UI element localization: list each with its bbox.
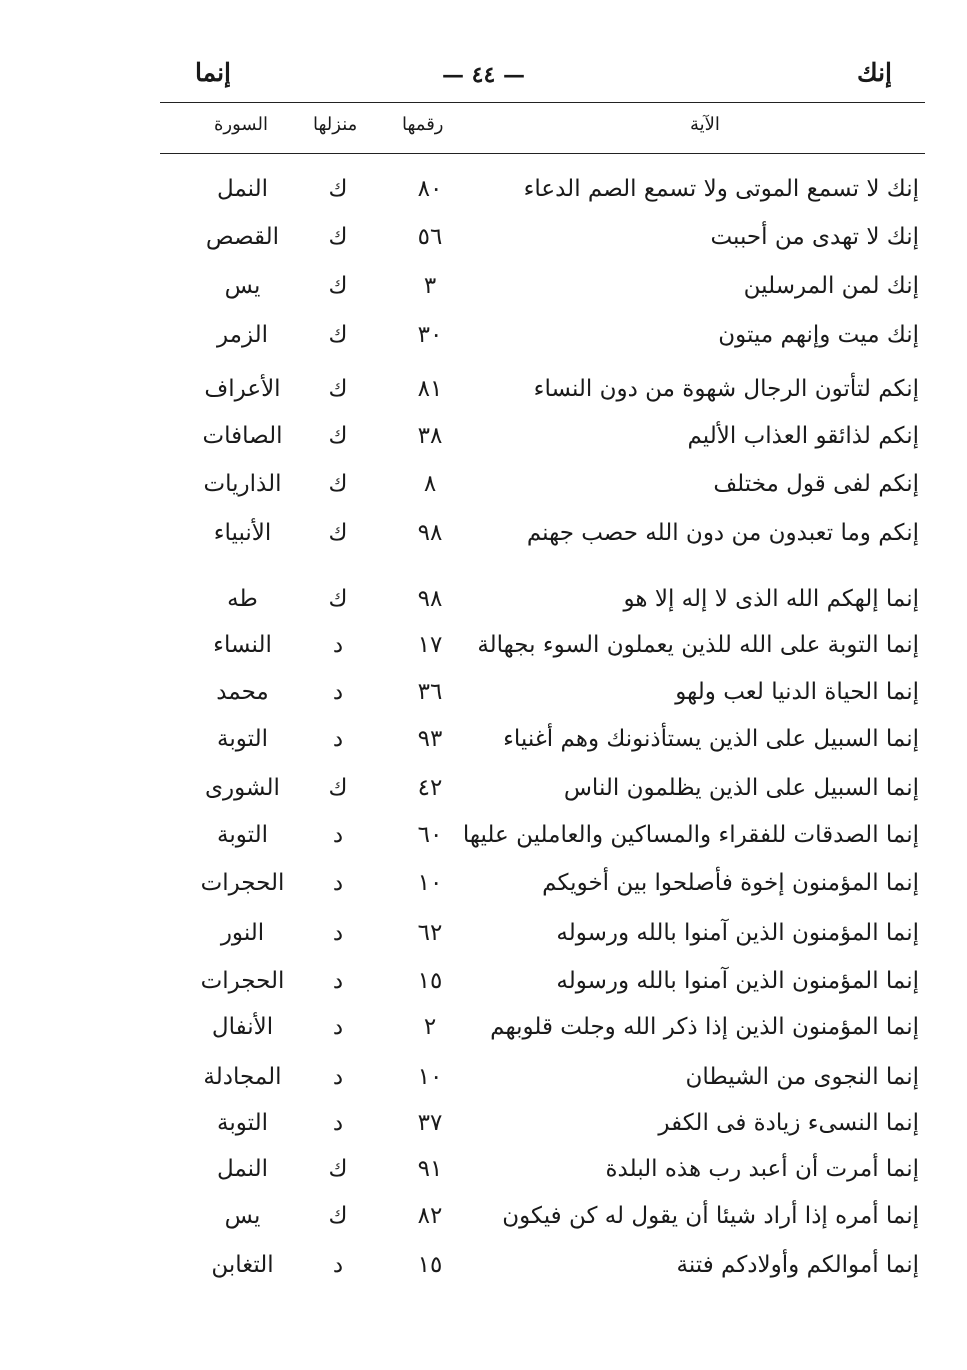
table-row <box>0 718 967 762</box>
revelation-place: د <box>332 822 344 848</box>
verse-number: ١٥ <box>417 968 443 994</box>
revelation-place: د <box>332 870 344 896</box>
table-row <box>0 216 967 260</box>
revelation-place: د <box>332 968 344 994</box>
revelation-place: ك <box>328 322 348 348</box>
revelation-place: ك <box>328 586 348 612</box>
revelation-place: ك <box>328 376 348 402</box>
surah-name: يس <box>224 1203 261 1229</box>
verse-number: ٤٢ <box>417 775 443 801</box>
verse-number: ٣ <box>423 273 437 299</box>
verse-number: ٨١ <box>417 376 443 402</box>
verse-text: إنما المؤمنون إخوة فأصلحوا بين أخويكم <box>542 870 919 896</box>
table-row <box>0 1244 967 1288</box>
verse-text: إنما أمرت أن أعبد رب هذه البلدة <box>605 1156 919 1182</box>
verse-number: ١٥ <box>417 1252 443 1278</box>
verse-number: ١٧ <box>417 632 443 658</box>
verse-text: إنما الحياة الدنيا لعب ولهو <box>675 679 919 705</box>
revelation-place: د <box>332 632 344 658</box>
table-row <box>0 960 967 1004</box>
surah-name: الحجرات <box>200 968 285 994</box>
surah-name: الأنفال <box>211 1014 274 1040</box>
verse-text: إنك ميت وإنهم ميتون <box>718 322 919 348</box>
verse-number: ٩٣ <box>417 726 443 752</box>
verse-number: ٩٨ <box>417 520 443 546</box>
table-row <box>0 463 967 507</box>
surah-name: القصص <box>205 224 280 250</box>
top-rule <box>160 102 925 103</box>
verse-number: ٣٧ <box>417 1110 443 1136</box>
table-row <box>0 415 967 459</box>
revelation-place: د <box>332 920 344 946</box>
surah-name: الشورى <box>205 775 280 801</box>
verse-text: إنما النجوى من الشيطان <box>685 1064 919 1090</box>
table-row <box>0 314 967 358</box>
surah-name: التوبة <box>217 822 268 848</box>
table-row <box>0 624 967 668</box>
surah-name: يس <box>224 273 261 299</box>
table-row <box>0 265 967 309</box>
table-row <box>0 512 967 556</box>
verse-text: إنما الصدقات للفقراء والمساكين والعاملين عليها <box>462 822 919 848</box>
surah-name: النمل <box>216 1156 269 1182</box>
verse-text: إنكم لذائقو العذاب الأليم <box>687 423 919 449</box>
table-row <box>0 1006 967 1050</box>
column-header-verse: الآية <box>690 114 720 135</box>
table-row <box>0 912 967 956</box>
surah-name: الصافات <box>202 423 283 449</box>
verse-number: ٦٠ <box>417 822 443 848</box>
table-row <box>0 1102 967 1146</box>
table-row <box>0 578 967 622</box>
revelation-place: د <box>332 1252 344 1278</box>
verse-number: ٩٨ <box>417 586 443 612</box>
verse-number: ٣٦ <box>417 679 443 705</box>
verse-text: إنما المؤمنون الذين إذا ذكر الله وجلت قلوبهم <box>490 1014 919 1040</box>
verse-text: إنما المؤمنون الذين آمنوا بالله ورسوله <box>556 968 919 994</box>
revelation-place: ك <box>328 423 348 449</box>
surah-name: الزمر <box>216 322 269 348</box>
table-row <box>0 1195 967 1239</box>
header-right-word: إنك <box>857 58 892 87</box>
revelation-place: ك <box>328 1156 348 1182</box>
header-rule <box>160 153 925 154</box>
verse-text: إنك لمن المرسلين <box>743 273 919 299</box>
verse-text: إنكم لفى قول مختلف <box>713 471 919 497</box>
surah-name: الذاريات <box>203 471 282 497</box>
header-left-word: إنما <box>195 58 231 87</box>
surah-name: التغابن <box>211 1252 274 1278</box>
verse-number: ٣٨ <box>417 423 443 449</box>
verse-text: إنما النسىء زيادة فى الكفر <box>658 1110 919 1136</box>
surah-name: الأنبياء <box>213 520 272 546</box>
verse-number: ٨٢ <box>417 1203 443 1229</box>
verse-text: إنما أموالكم وأولادكم فتنة <box>676 1252 919 1278</box>
verse-number: ٣٠ <box>417 322 443 348</box>
revelation-place: د <box>332 1014 344 1040</box>
column-header-surah: السورة <box>214 114 268 135</box>
verse-text: إنما أمره إذا أراد شيئا أن يقول له كن فيكون <box>502 1203 919 1229</box>
revelation-place: ك <box>328 176 348 202</box>
table-row <box>0 168 967 212</box>
verse-text: إنما السبيل على الذين يظلمون الناس <box>563 775 919 801</box>
revelation-place: ك <box>328 273 348 299</box>
revelation-place: ك <box>328 1203 348 1229</box>
table-row <box>0 1148 967 1192</box>
revelation-place: د <box>332 679 344 705</box>
table-row <box>0 1056 967 1100</box>
surah-name: الحجرات <box>200 870 285 896</box>
surah-name: التوبة <box>217 726 268 752</box>
verse-text: إنما التوبة على الله للذين يعملون السوء بجهالة <box>477 632 919 658</box>
revelation-place: ك <box>328 520 348 546</box>
surah-name: الأعراف <box>204 376 281 402</box>
page-number: — ٤٤ — <box>442 62 525 88</box>
surah-name: النور <box>220 920 265 946</box>
surah-name: طه <box>227 586 258 612</box>
column-header-place: منزلها <box>313 114 358 135</box>
verse-text: إنك لا تهدى من أحببت <box>710 224 919 250</box>
verse-text: إنما المؤمنون الذين آمنوا بالله ورسوله <box>556 920 919 946</box>
verse-text: إنما إلهكم الله الذى لا إله إلا هو <box>623 586 919 612</box>
surah-name: المجادلة <box>203 1064 282 1090</box>
column-header-number: رقمها <box>402 114 444 135</box>
surah-name: التوبة <box>217 1110 268 1136</box>
verse-text: إنك لا تسمع الموتى ولا تسمع الصم الدعاء <box>523 176 919 202</box>
revelation-place: ك <box>328 471 348 497</box>
verse-number: ٩١ <box>417 1156 443 1182</box>
table-row <box>0 862 967 906</box>
verse-number: ٦٢ <box>417 920 443 946</box>
table-row <box>0 368 967 412</box>
revelation-place: د <box>332 1110 344 1136</box>
verse-text: إنكم لتأتون الرجال شهوة من دون النساء <box>533 376 919 402</box>
revelation-place: د <box>332 1064 344 1090</box>
surah-name: محمد <box>216 679 269 705</box>
verse-number: ٢ <box>423 1014 437 1040</box>
verse-number: ٨ <box>423 471 437 497</box>
revelation-place: ك <box>328 775 348 801</box>
table-row <box>0 767 967 811</box>
table-row <box>0 671 967 715</box>
table-row <box>0 814 967 858</box>
verse-number: ٨٠ <box>417 176 443 202</box>
surah-name: النمل <box>216 176 269 202</box>
verse-text: إنما السبيل على الذين يستأذنونك وهم أغنياء <box>503 726 919 752</box>
surah-name: النساء <box>213 632 272 658</box>
verse-number: ١٠ <box>417 870 443 896</box>
revelation-place: ك <box>328 224 348 250</box>
verse-text: إنكم وما تعبدون من دون الله حصب جهنم <box>526 520 919 546</box>
verse-number: ١٠ <box>417 1064 443 1090</box>
verse-number: ٥٦ <box>417 224 443 250</box>
revelation-place: د <box>332 726 344 752</box>
